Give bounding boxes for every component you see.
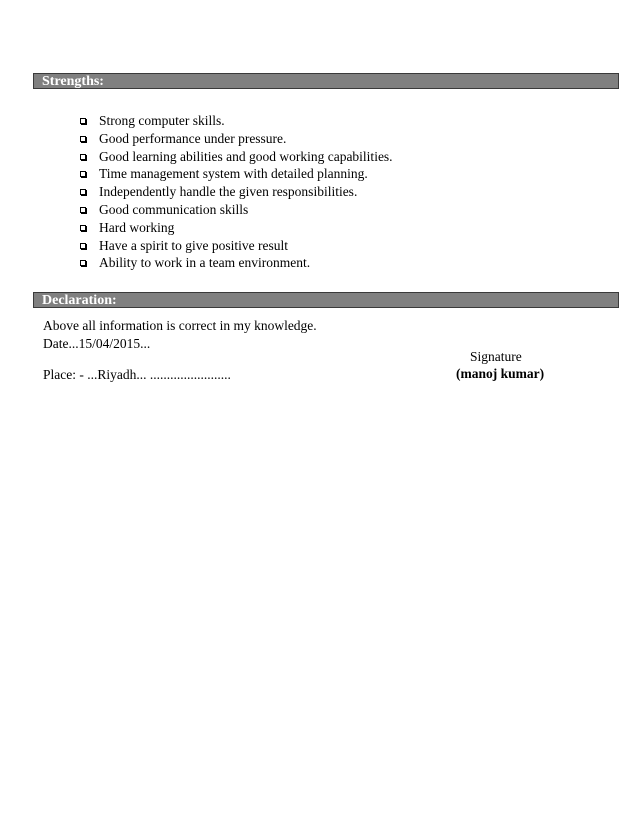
declaration-date: Date...15/04/2015... — [43, 336, 151, 351]
square-bullet-icon — [80, 207, 86, 213]
strength-text: Have a spirit to give positive result — [99, 237, 288, 253]
signature-label: Signature — [470, 349, 522, 364]
strength-item — [80, 148, 393, 166]
strength-text: Good performance under pressure. — [99, 130, 287, 146]
strength-item — [80, 237, 393, 255]
square-bullet-icon — [80, 243, 86, 249]
square-bullet-icon — [80, 171, 86, 177]
square-bullet-icon — [80, 118, 86, 124]
declaration-place: Place: - ...Riyadh... ........................ — [43, 367, 231, 382]
strength-text: Independently handle the given responsibilities. — [99, 184, 358, 200]
strength-item — [80, 112, 393, 130]
square-bullet-icon — [80, 189, 86, 195]
strength-text: Good communication skills — [99, 201, 249, 217]
declaration-section-header: Declaration: — [33, 292, 619, 308]
square-bullet-icon — [80, 154, 86, 160]
square-bullet-icon — [80, 136, 86, 142]
strength-item — [80, 165, 393, 183]
strength-text: Time management system with detailed planning. — [99, 166, 368, 182]
strength-item — [80, 254, 393, 272]
strength-item — [80, 219, 393, 237]
strength-text: Hard working — [99, 219, 175, 235]
strengths-list — [80, 112, 393, 272]
square-bullet-icon — [80, 225, 86, 231]
strength-item — [80, 130, 393, 148]
strengths-section-header: Strengths: — [33, 73, 619, 89]
strength-text: Good learning abilities and good working capabilities. — [99, 148, 393, 164]
square-bullet-icon — [80, 260, 86, 266]
strength-item — [80, 201, 393, 219]
strength-item — [80, 183, 393, 201]
strength-text: Ability to work in a team environment. — [99, 255, 311, 271]
declaration-statement: Above all information is correct in my knowledge. — [43, 318, 317, 333]
strength-text: Strong computer skills. — [99, 113, 225, 128]
signature-name: (manoj kumar) — [456, 366, 545, 381]
